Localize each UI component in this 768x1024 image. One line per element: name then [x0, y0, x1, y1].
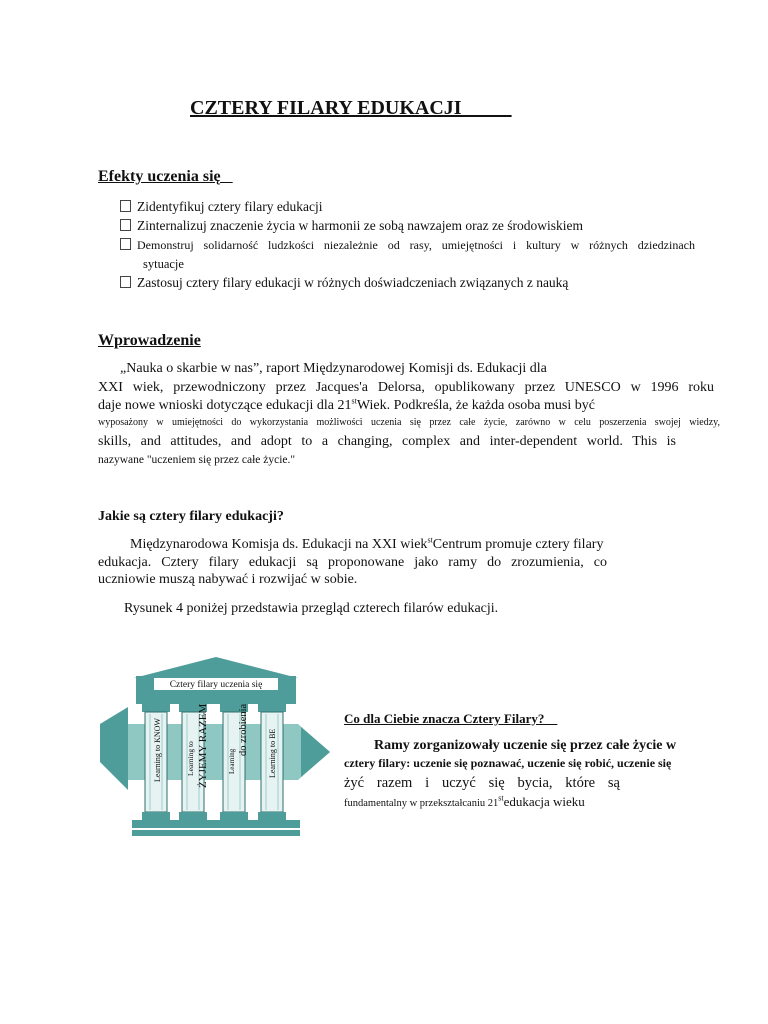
outcome-text: Demonstruj solidarność ludzkości niezależnie od rasy, umiejętności i kultury w różnych dziedzinach: [137, 238, 695, 252]
superscript: st: [351, 396, 357, 406]
pillars-para-line-4: Rysunek 4 poniżej przedstawia przegląd czterech filarów edukacji.: [124, 601, 499, 616]
temple-roof: [134, 657, 298, 678]
pillars-para-line-3: uczniowie muszą nabywać i rozwijać w sobie.: [98, 572, 358, 587]
temple-base-step-2: [132, 830, 300, 836]
outcome-item-3-cont: sytuacje: [143, 257, 184, 271]
pillar-4-label: Learning to BE: [268, 728, 277, 778]
checkbox-icon: [120, 200, 131, 212]
pillar-2-label: Learning to: [186, 741, 195, 776]
superscript: st: [427, 535, 433, 545]
page-title: CZTERY FILARY EDUKACJI: [190, 97, 512, 119]
outcome-item-1: [120, 199, 323, 215]
checkbox-icon: [120, 219, 131, 231]
intro-line-3-text: daje nowe wnioski dotyczące edukacji dla 21: [98, 398, 352, 413]
meaning-line-2: cztery filary: uczenie się poznawać, uczenie się robić, uczenie się: [344, 756, 672, 770]
right-arrow-tip: [301, 727, 330, 777]
meaning-heading: Co dla Ciebie znacza Cztery Filary?: [344, 711, 558, 726]
pillar-3-label: Learning: [228, 748, 236, 774]
outcomes-heading: Efekty uczenia się: [98, 168, 233, 185]
intro-line-5: skills, and attitudes, and adopt to a changing, complex and inter-dependent world. This is: [98, 434, 676, 449]
pillars-para-text: Międzynarodowa Komisja ds. Edukacji na XXI wiek: [130, 537, 428, 552]
meaning-line-3: żyć razem i uczyć się bycia, które są: [344, 775, 620, 791]
pillar-learning-to-be: [258, 704, 286, 820]
checkbox-icon: [120, 238, 131, 250]
temple-base-step-1: [132, 820, 300, 828]
pillars-para-line-1: [130, 537, 603, 553]
intro-line-1: „Nauka o skarbie w nas”, raport Międzynarodowej Komisji ds. Edukacji dla: [120, 361, 547, 376]
pillars-para-line-2: edukacja. Cztery filary edukacji są proponowane jako ramy do zrozumienia, co: [98, 555, 607, 570]
superscript: st: [498, 793, 504, 803]
entablature: [136, 694, 296, 704]
meaning-line-4: [344, 794, 585, 811]
pillar-learning-to-know: [142, 704, 170, 820]
intro-line-2: XXI wiek, przewodniczony przez Jacques'a Delorsa, opublikowany przez UNESCO w 1996 roku: [98, 380, 714, 395]
pillar-1-label: Learning to KNOW: [153, 718, 162, 782]
outcome-text: Zastosuj cztery filary edukacji w różnych doświadczeniach związanych z nauką: [137, 275, 569, 290]
outcome-item-3: [120, 238, 695, 253]
pillar-learning-to-do: [220, 703, 249, 820]
meaning-line-4-text: fundamentalny w przekształcaniu 21: [344, 798, 499, 809]
outcome-text: Zidentyfikuj cztery filary edukacji: [137, 199, 323, 214]
outcome-item-4: [120, 275, 568, 291]
outcome-text: Zinternalizuj znaczenie życia w harmonii ze sobą nawzajem oraz ze środowiskiem: [137, 218, 584, 233]
meaning-line-4-text: edukacja wieku: [503, 794, 585, 809]
left-arrow-shape: [100, 707, 128, 790]
pillars-para-text: Centrum promuje cztery filary: [432, 537, 604, 552]
intro-line-3: [98, 398, 595, 414]
roof-label: Cztery filary uczenia się: [169, 680, 263, 690]
checkbox-icon: [120, 276, 131, 288]
pillars-heading: Jakie są cztery filary edukacji?: [98, 509, 284, 524]
meaning-line-1: Ramy zorganizowały uczenie się przez całe życie w: [374, 738, 677, 753]
outcome-item-2: [120, 218, 583, 234]
intro-line-6: nazywane "uczeniem się przez całe życie.": [98, 454, 296, 466]
intro-line-4: wyposażony w umiejętności do wykorzystania możliwości uczenia się przez całe życie, zarówno w celu poszerzenia swojej wiedzy,: [98, 417, 720, 428]
pillar-learning-to-live-together: [179, 704, 209, 820]
intro-line-3-text: Wiek. Podkreśla, że każda osoba musi być: [356, 398, 595, 413]
intro-heading: Wprowadzenie: [98, 332, 201, 349]
pillar-2-label-b: ŻYJEMY RAZEM: [197, 703, 209, 788]
pillar-3-label-b: do zrobienia: [238, 703, 249, 756]
four-pillars-figure: [98, 652, 332, 838]
